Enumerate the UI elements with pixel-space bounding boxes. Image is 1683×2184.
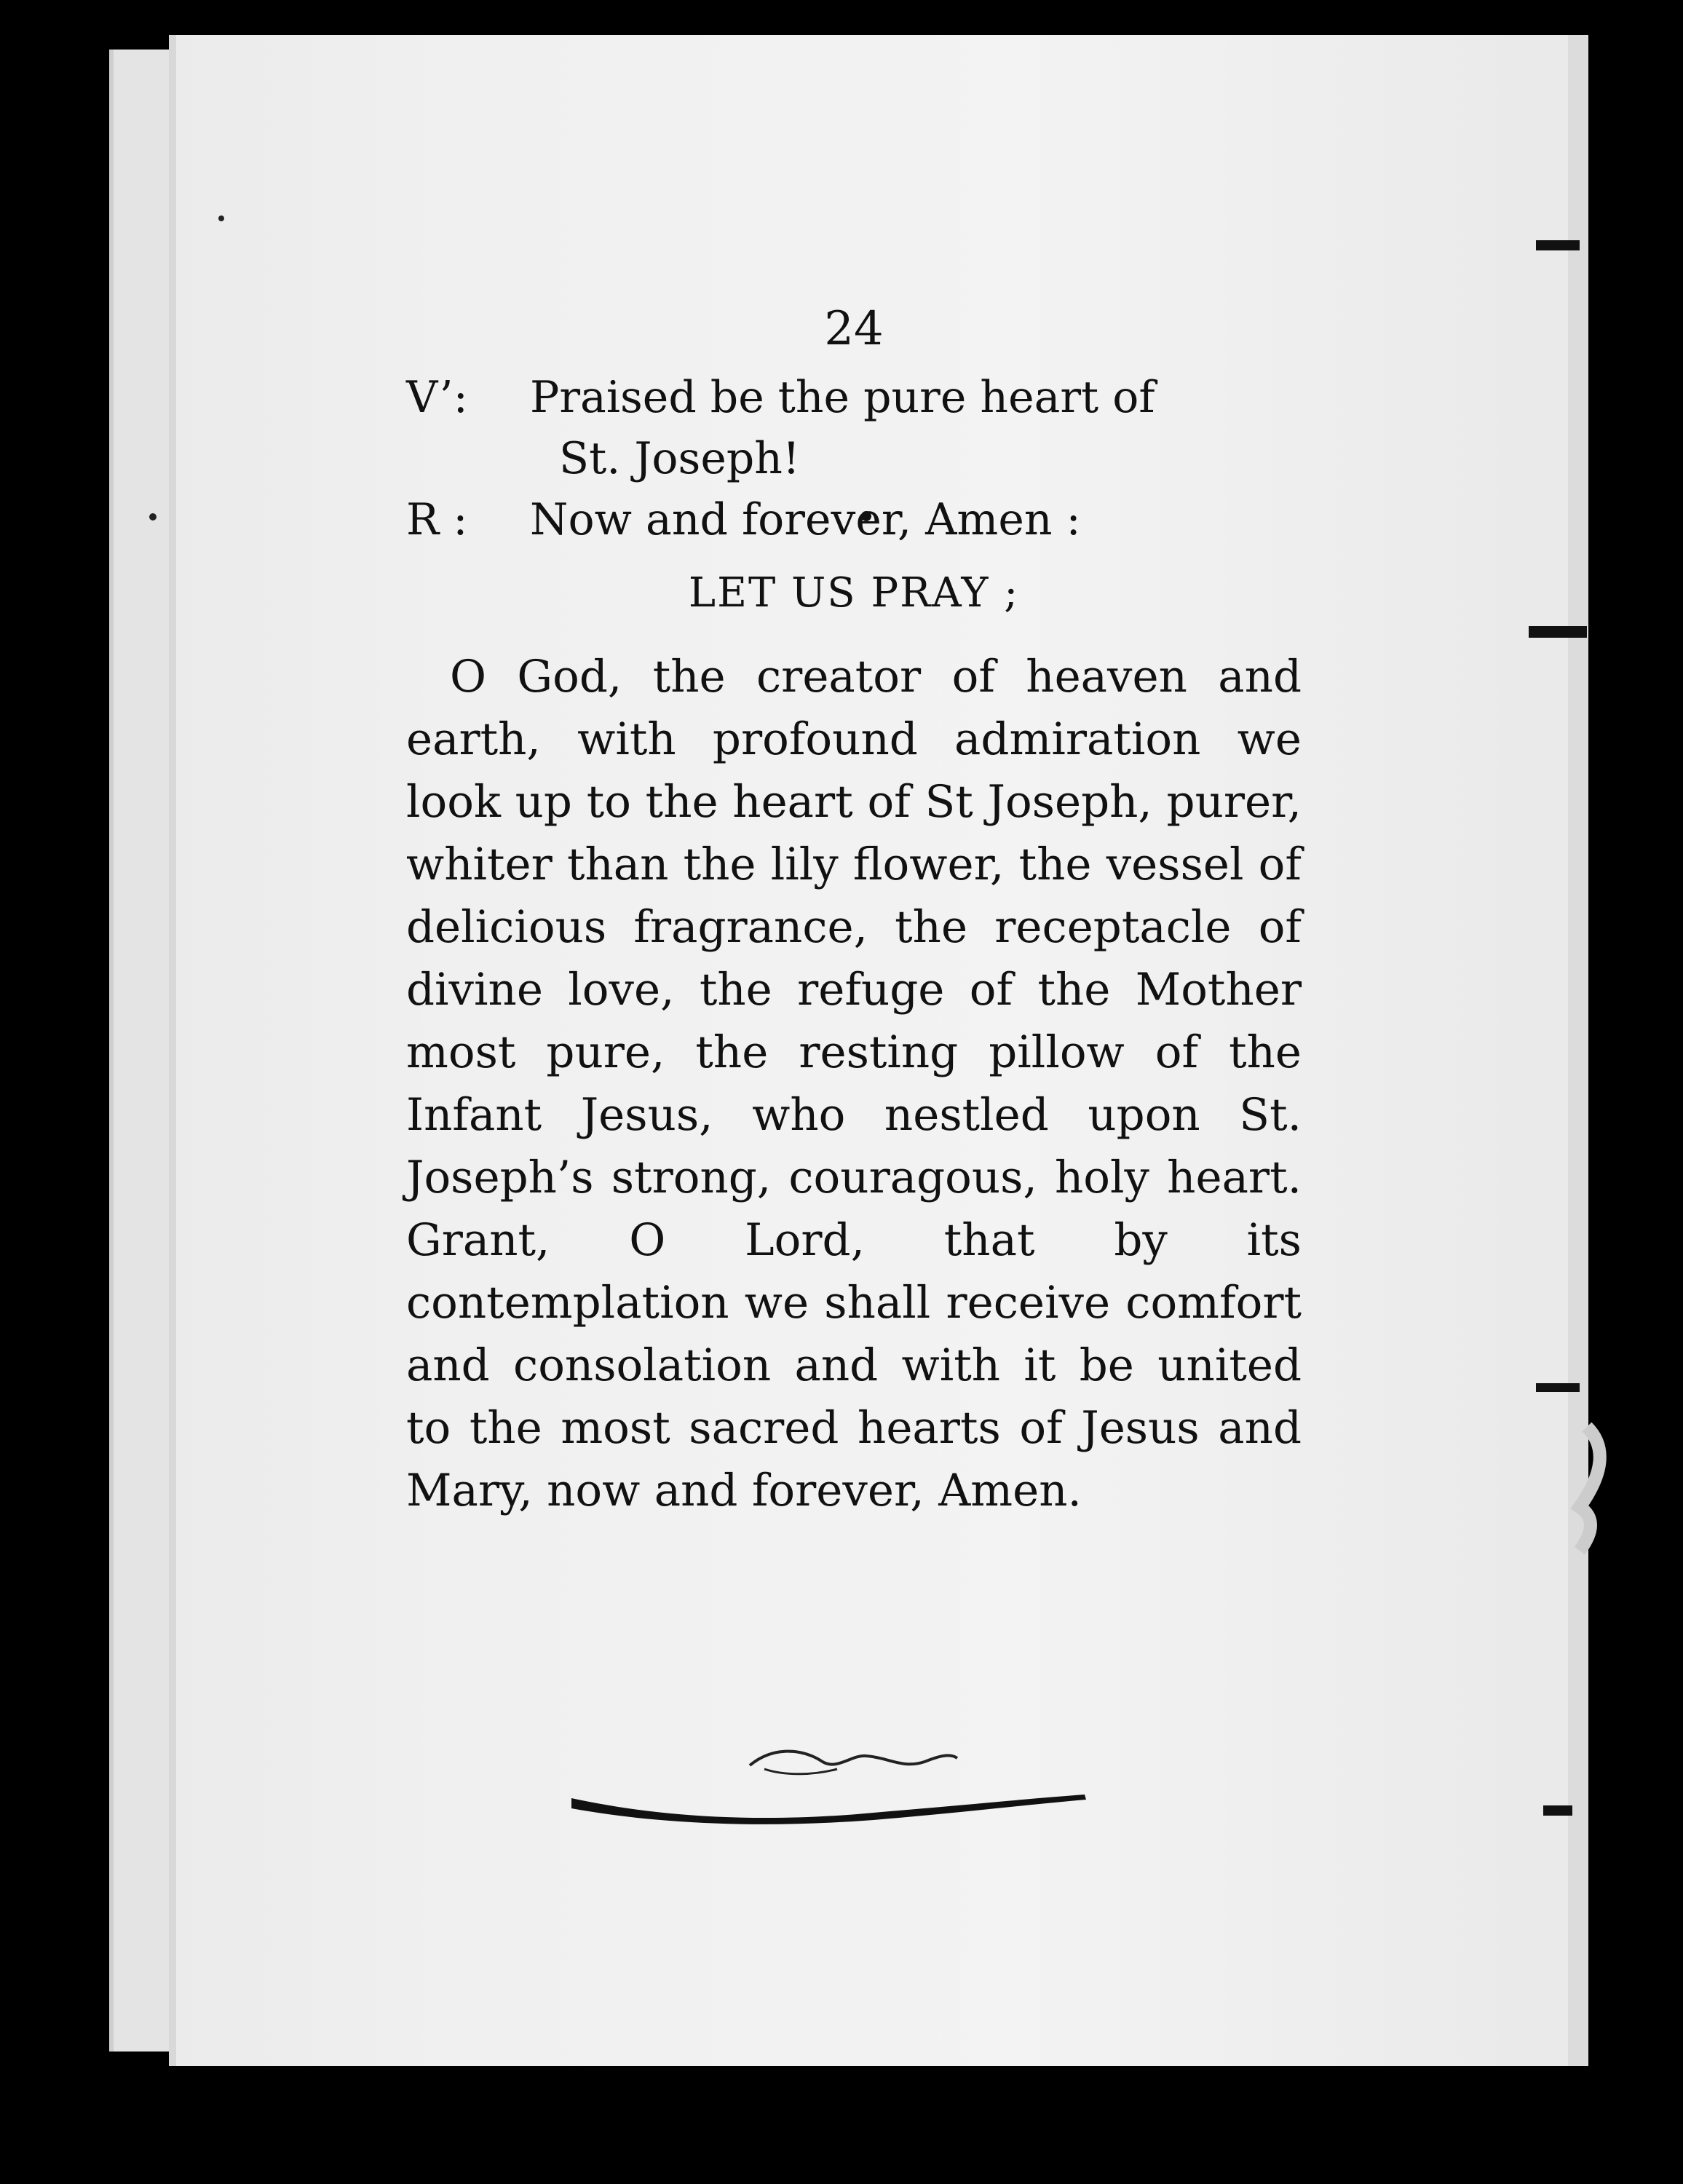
versicle-line-1: Praised be the pure heart of [530, 372, 1155, 423]
speck [149, 513, 157, 521]
page-text [406, 302, 1302, 1522]
section-heading: LET US PRAY ; [688, 569, 1020, 617]
versicle-text [530, 367, 1302, 489]
prayer-paragraph: O God, the creator of heaven and earth, with profound admiration we look up to the heart of St Joseph, purer, whiter than the lily flower, the vessel of delicious fragrance, the receptacle of divine love, the refuge of the Mother most pure, the resting pillow of the Infant Jesus, who nestled upon St. Joseph’s strong, couragous, holy heart. Grant, O Lord, that by its contemplation we shall receive comfort and consolation and with it be united to the most sacred hearts of Jesus and Mary, now and forever, Amen. [406, 651, 1302, 1516]
response-text: Now and forever, Amen : [530, 494, 1081, 545]
edge-mark [1536, 240, 1580, 250]
edge-mark [1536, 1383, 1580, 1392]
flourish-ornament [742, 1740, 961, 1784]
page-number: 24 [824, 302, 884, 356]
page-tear [1580, 1427, 1600, 1551]
versicle-label: V’: [406, 372, 468, 423]
decorative-rule [568, 1784, 1092, 1842]
response [406, 489, 1302, 550]
response-label: R : [406, 494, 468, 545]
versicle [406, 367, 1302, 489]
speck [218, 215, 224, 221]
edge-mark [1543, 1805, 1572, 1816]
versicle-line-2: St. Joseph! [559, 433, 800, 484]
edge-mark [1529, 626, 1587, 638]
